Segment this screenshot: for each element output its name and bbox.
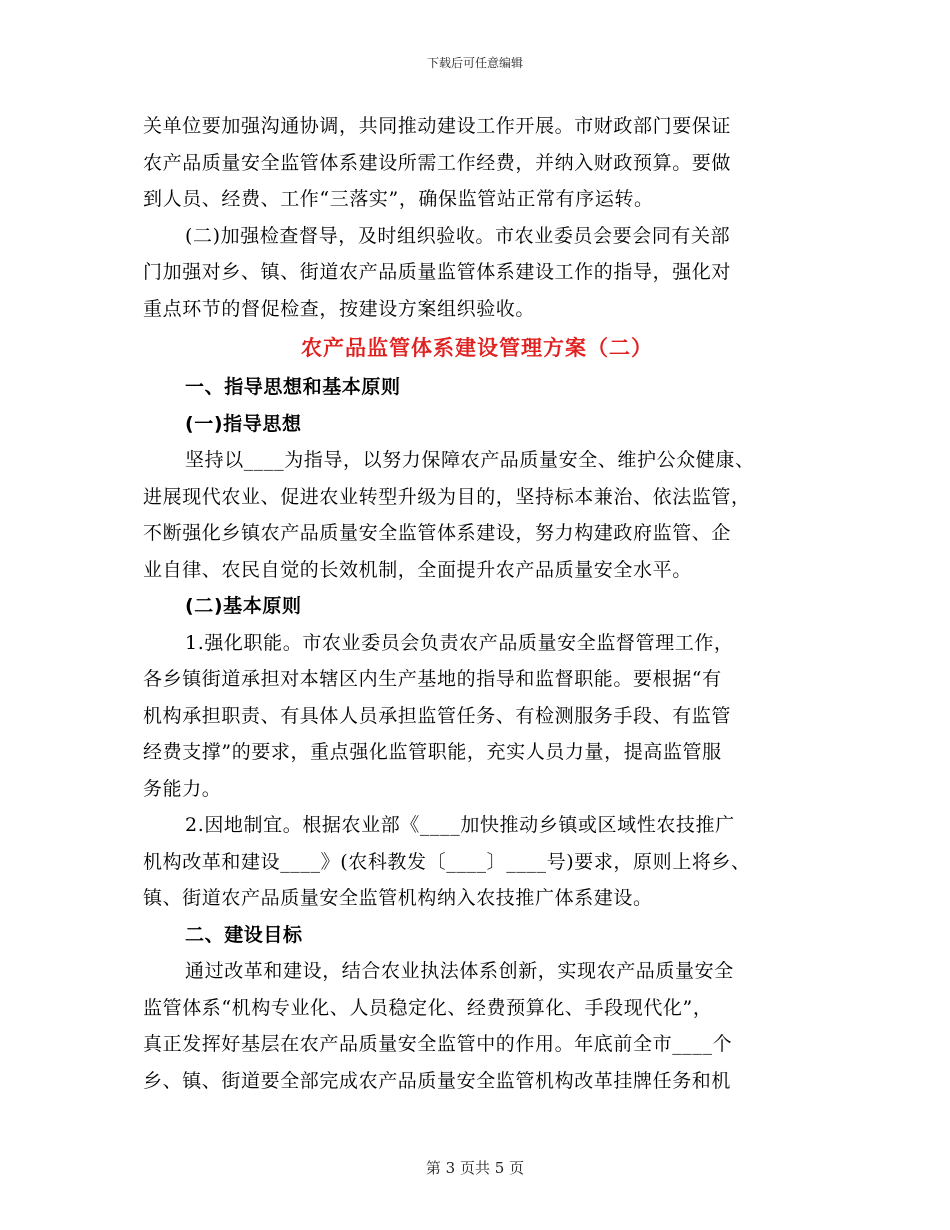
paragraph-line: (二)加强检查督导，及时组织验收。市农业委员会要会同有关部 xyxy=(185,224,731,247)
paragraph-line: 进展现代农业、促进农业转型升级为目的，坚持标本兼治、依法监管， xyxy=(143,485,751,508)
section-heading: (一)指导思想 xyxy=(185,412,302,435)
section-heading: (二)基本原则 xyxy=(185,595,302,617)
paragraph-line: 不断强化乡镇农产品质量安全监管体系建设，努力构建政府监管、企 xyxy=(143,522,732,544)
section-heading: 一、指导思想和基本原则 xyxy=(185,376,401,398)
paragraph-line: 重点环节的督促检查，按建设方案组织验收。 xyxy=(143,297,536,320)
paragraph-line: 农产品质量安全监管体系建设所需工作经费，并纳入财政预算。要做 xyxy=(143,151,732,174)
section-title: 农产品监管体系建设管理方案（二） xyxy=(301,336,653,360)
paragraph-line: 关单位要加强沟通协调，共同推动建设工作开展。市财政部门要保证 xyxy=(143,115,732,137)
paragraph-line: 机构承担职责、有具体人员承担监管任务、有检测服务手段、有监管 xyxy=(143,704,732,727)
paragraph-line: 务能力。 xyxy=(143,777,222,800)
paragraph-line: 监管体系“机构专业化、人员稳定化、经费预算化、手段现代化”， xyxy=(143,996,713,1019)
paragraph-line: 真正发挥好基层在农产品质量安全监管中的作用。年底前全市____个 xyxy=(143,1033,733,1055)
paragraph-line: 机构改革和建设____》(农科教发〔____〕____号)要求，原则上将乡、 xyxy=(143,850,751,873)
paragraph-line: 镇、街道农产品质量安全监管机构纳入农技推广体系建设。 xyxy=(143,887,653,909)
paragraph-line: 1.强化职能。市农业委员会负责农产品质量安全监督管理工作， xyxy=(185,631,734,654)
paragraph-line: 门加强对乡、镇、街道农产品质量监管体系建设工作的指导，强化对 xyxy=(143,261,732,283)
paragraph-line: 业自律、农民自觉的长效机制，全面提升农产品质量安全水平。 xyxy=(143,558,692,581)
paragraph-line: 经费支撑”的要求，重点强化监管职能，充实人员力量，提高监管服 xyxy=(143,741,722,763)
page-header: 下载后可任意编辑 xyxy=(426,56,523,70)
paragraph-line: 到人员、经费、工作“三落实”，确保监管站正常有序运转。 xyxy=(143,188,654,210)
paragraph-line: 通过改革和建设，结合农业执法体系创新，实现农产品质量安全 xyxy=(185,960,734,982)
paragraph-line: 坚持以____为指导，以努力保障农产品质量安全、维护公众健康、 xyxy=(185,449,755,471)
paragraph-line: 2.因地制宜。根据农业部《____加快推动乡镇或区域性农技推广 xyxy=(185,814,735,836)
section-heading: 二、建设目标 xyxy=(185,923,303,946)
paragraph-line: 乡、镇、街道要全部完成农产品质量安全监管机构改革挂牌任务和机 xyxy=(143,1069,732,1092)
document-body xyxy=(143,108,811,1099)
paragraph-line: 各乡镇街道承担对本辖区内生产基地的指导和监督职能。要根据“有 xyxy=(143,668,722,690)
page-footer: 第 3 页共 5 页 xyxy=(425,1159,525,1177)
